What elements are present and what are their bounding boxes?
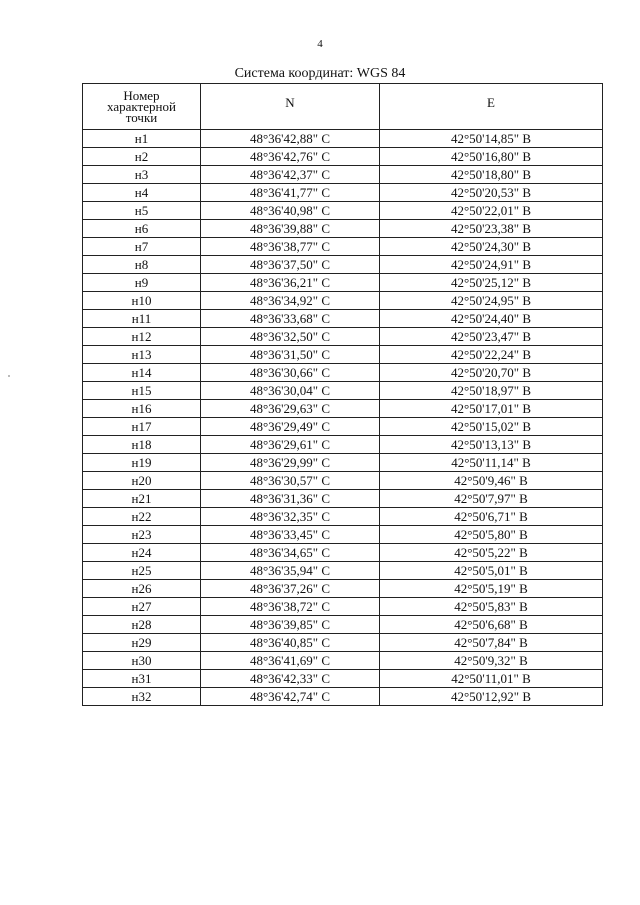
- longitude-cell: 42°50'23,47" В: [380, 328, 603, 346]
- latitude-cell: 48°36'35,94" С: [201, 562, 380, 580]
- longitude-cell: 42°50'24,40" В: [380, 310, 603, 328]
- table-row: [83, 202, 603, 220]
- latitude-cell: 48°36'39,85" С: [201, 616, 380, 634]
- latitude-cell: 48°36'42,37" С: [201, 166, 380, 184]
- point-number-cell: н32: [83, 688, 201, 706]
- table-row: [83, 418, 603, 436]
- point-number-cell: н10: [83, 292, 201, 310]
- latitude-cell: 48°36'33,68" С: [201, 310, 380, 328]
- header-latitude-n: N: [201, 84, 380, 130]
- longitude-cell: 42°50'9,46" В: [380, 472, 603, 490]
- longitude-cell: 42°50'5,19" В: [380, 580, 603, 598]
- table-row: [83, 400, 603, 418]
- latitude-cell: 48°36'38,72" С: [201, 598, 380, 616]
- longitude-cell: 42°50'24,91" В: [380, 256, 603, 274]
- latitude-cell: 48°36'33,45" С: [201, 526, 380, 544]
- longitude-cell: 42°50'5,83" В: [380, 598, 603, 616]
- latitude-cell: 48°36'37,26" С: [201, 580, 380, 598]
- coordinate-system-caption: Система координат: WGS 84: [234, 66, 406, 81]
- table-row: [83, 490, 603, 508]
- point-number-cell: н29: [83, 634, 201, 652]
- table-row: [83, 598, 603, 616]
- scan-speck: [8, 375, 10, 377]
- latitude-cell: 48°36'40,98" С: [201, 202, 380, 220]
- latitude-cell: 48°36'40,85" С: [201, 634, 380, 652]
- longitude-cell: 42°50'12,92" В: [380, 688, 603, 706]
- point-number-cell: н20: [83, 472, 201, 490]
- latitude-cell: 48°36'34,92" С: [201, 292, 380, 310]
- point-number-cell: н13: [83, 346, 201, 364]
- longitude-cell: 42°50'22,01" В: [380, 202, 603, 220]
- latitude-cell: 48°36'42,76" С: [201, 148, 380, 166]
- longitude-cell: 42°50'20,70" В: [380, 364, 603, 382]
- table-row: [83, 562, 603, 580]
- longitude-cell: 42°50'5,80" В: [380, 526, 603, 544]
- point-number-cell: н26: [83, 580, 201, 598]
- header-row: [83, 84, 603, 130]
- table-row: [83, 274, 603, 292]
- longitude-cell: 42°50'11,01" В: [380, 670, 603, 688]
- point-number-cell: н30: [83, 652, 201, 670]
- latitude-cell: 48°36'29,63" С: [201, 400, 380, 418]
- latitude-cell: 48°36'41,77" С: [201, 184, 380, 202]
- table-row: [83, 580, 603, 598]
- table-row: [83, 328, 603, 346]
- longitude-cell: 42°50'7,84" В: [380, 634, 603, 652]
- point-number-cell: н24: [83, 544, 201, 562]
- table-row: [83, 616, 603, 634]
- point-number-cell: н3: [83, 166, 201, 184]
- latitude-cell: 48°36'29,49" С: [201, 418, 380, 436]
- latitude-cell: 48°36'29,61" С: [201, 436, 380, 454]
- latitude-cell: 48°36'32,50" С: [201, 328, 380, 346]
- header-point-number: [83, 84, 201, 130]
- longitude-cell: 42°50'15,02" В: [380, 418, 603, 436]
- point-number-cell: н11: [83, 310, 201, 328]
- table-row: [83, 382, 603, 400]
- point-number-cell: н19: [83, 454, 201, 472]
- point-number-cell: н5: [83, 202, 201, 220]
- table-row: [83, 292, 603, 310]
- latitude-cell: 48°36'38,77" С: [201, 238, 380, 256]
- point-number-cell: н31: [83, 670, 201, 688]
- longitude-cell: 42°50'24,30" В: [380, 238, 603, 256]
- longitude-cell: 42°50'14,85" В: [380, 130, 603, 148]
- latitude-cell: 48°36'37,50" С: [201, 256, 380, 274]
- longitude-cell: 42°50'5,22" В: [380, 544, 603, 562]
- latitude-cell: 48°36'42,33" С: [201, 670, 380, 688]
- point-number-cell: н4: [83, 184, 201, 202]
- point-number-cell: н21: [83, 490, 201, 508]
- table-row: [83, 472, 603, 490]
- point-number-cell: н27: [83, 598, 201, 616]
- longitude-cell: 42°50'23,38" В: [380, 220, 603, 238]
- longitude-cell: 42°50'17,01" В: [380, 400, 603, 418]
- latitude-cell: 48°36'30,04" С: [201, 382, 380, 400]
- longitude-cell: 42°50'11,14" В: [380, 454, 603, 472]
- table-row: [83, 526, 603, 544]
- header-point-number-line: характерной: [107, 99, 176, 114]
- latitude-cell: 48°36'29,99" С: [201, 454, 380, 472]
- point-number-cell: н22: [83, 508, 201, 526]
- latitude-cell: 48°36'39,88" С: [201, 220, 380, 238]
- longitude-cell: 42°50'18,80" В: [380, 166, 603, 184]
- longitude-cell: 42°50'18,97" В: [380, 382, 603, 400]
- table-row: [83, 454, 603, 472]
- latitude-cell: 48°36'36,21" С: [201, 274, 380, 292]
- point-number-cell: н23: [83, 526, 201, 544]
- point-number-cell: н25: [83, 562, 201, 580]
- header-point-number-line: Номер: [123, 88, 160, 103]
- header-longitude-e: E: [380, 84, 603, 130]
- header-point-number-line: точки: [125, 110, 158, 125]
- table-row: [83, 508, 603, 526]
- point-number-cell: н16: [83, 400, 201, 418]
- table-row: [83, 652, 603, 670]
- point-number-cell: н14: [83, 364, 201, 382]
- point-number-cell: н17: [83, 418, 201, 436]
- latitude-cell: 48°36'42,88" С: [201, 130, 380, 148]
- table-row: [83, 310, 603, 328]
- latitude-cell: 48°36'41,69" С: [201, 652, 380, 670]
- longitude-cell: 42°50'6,68" В: [380, 616, 603, 634]
- table-row: [83, 436, 603, 454]
- longitude-cell: 42°50'6,71" В: [380, 508, 603, 526]
- point-number-cell: н6: [83, 220, 201, 238]
- table-row: [83, 346, 603, 364]
- point-number-cell: н8: [83, 256, 201, 274]
- longitude-cell: 42°50'25,12" В: [380, 274, 603, 292]
- latitude-cell: 48°36'42,74" С: [201, 688, 380, 706]
- table-row: [83, 688, 603, 706]
- latitude-cell: 48°36'30,66" С: [201, 364, 380, 382]
- table-header: [83, 84, 603, 130]
- point-number-cell: н7: [83, 238, 201, 256]
- longitude-cell: 42°50'16,80" В: [380, 148, 603, 166]
- point-number-cell: н28: [83, 616, 201, 634]
- point-number-cell: н18: [83, 436, 201, 454]
- coordinates-table: [82, 83, 603, 706]
- page-number: 4: [317, 38, 323, 50]
- longitude-cell: 42°50'24,95" В: [380, 292, 603, 310]
- table-body: [83, 130, 603, 706]
- table-row: [83, 256, 603, 274]
- table-row: [83, 220, 603, 238]
- table-row: [83, 184, 603, 202]
- latitude-cell: 48°36'31,36" С: [201, 490, 380, 508]
- latitude-cell: 48°36'34,65" С: [201, 544, 380, 562]
- table-row: [83, 130, 603, 148]
- longitude-cell: 42°50'13,13" В: [380, 436, 603, 454]
- longitude-cell: 42°50'7,97" В: [380, 490, 603, 508]
- longitude-cell: 42°50'22,24" В: [380, 346, 603, 364]
- table-row: [83, 670, 603, 688]
- point-number-cell: н15: [83, 382, 201, 400]
- table-row: [83, 238, 603, 256]
- point-number-cell: н9: [83, 274, 201, 292]
- point-number-cell: н1: [83, 130, 201, 148]
- longitude-cell: 42°50'20,53" В: [380, 184, 603, 202]
- point-number-cell: н12: [83, 328, 201, 346]
- latitude-cell: 48°36'32,35" С: [201, 508, 380, 526]
- table-row: [83, 166, 603, 184]
- longitude-cell: 42°50'9,32" В: [380, 652, 603, 670]
- point-number-cell: н2: [83, 148, 201, 166]
- table-row: [83, 634, 603, 652]
- longitude-cell: 42°50'5,01" В: [380, 562, 603, 580]
- latitude-cell: 48°36'30,57" С: [201, 472, 380, 490]
- latitude-cell: 48°36'31,50" С: [201, 346, 380, 364]
- table-row: [83, 364, 603, 382]
- table-row: [83, 544, 603, 562]
- table-row: [83, 148, 603, 166]
